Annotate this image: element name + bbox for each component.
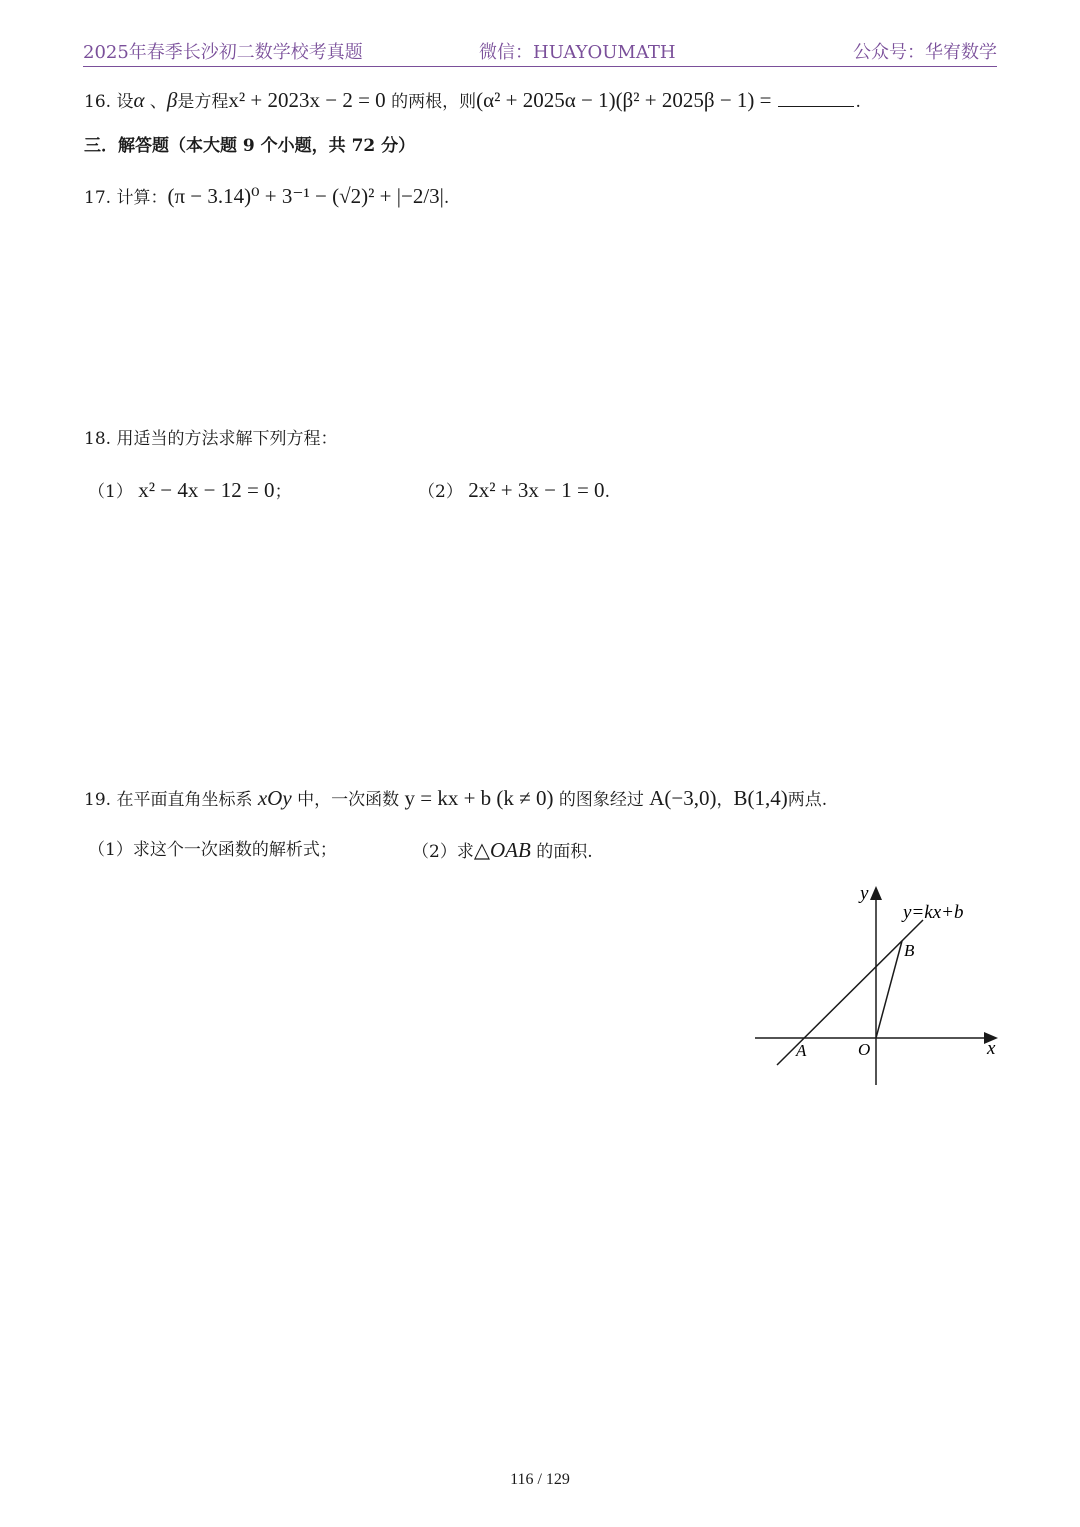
q16-beta: β [166,88,178,112]
section-3-title: 三．解答题（本大题 9 个小题，共 72 分） [84,136,416,156]
q19-p2-text-a: （2）求 [412,842,474,862]
q19-comma: ， [716,790,734,810]
answer-blank [778,106,854,107]
q18-number: 18. [84,429,112,449]
q18-p1-end: ； [274,482,292,502]
q18-p2-end: . [604,482,610,502]
q19-p2-triangle: △OAB [473,838,531,862]
q17-number: 17. [84,188,112,208]
q16-expression: (α² + 2025α − 1)(β² + 2025β − 1) = [476,88,772,112]
q19-point-a: A(−3,0) [649,786,717,810]
q16-sep: 、 [149,92,167,112]
question-17 [84,184,449,210]
y-axis-arrow [870,886,882,900]
y-axis-label: y [860,883,869,904]
q19-number: 19. [84,790,112,810]
q16-text-a: 设 [116,92,134,112]
q19-part-1: （1）求这个一次函数的解析式； [88,840,337,860]
q19-function: y = kx + b (k ≠ 0) [404,786,554,810]
q16-equation: x² + 2023x − 2 = 0 [228,88,386,112]
q18-part-2 [418,478,610,504]
q17-expression: (π − 3.14)⁰ + 3⁻¹ − (√2)² + |−2/3| [167,184,444,208]
question-16 [84,88,861,114]
q19-text-d: 两点. [787,790,828,810]
question-18 [84,427,337,451]
q17-end: . [443,188,450,208]
coordinate-graph [750,880,1010,1090]
origin-label: O [858,1040,871,1059]
q19-part-2 [412,838,593,864]
q17-text: 计算： [116,188,168,208]
page-number: 116 / 129 [510,1471,570,1488]
q16-text-b: 是方程 [177,92,229,112]
q16-text-c: 的两根，则 [391,92,477,112]
q18-p1-equation: x² − 4x − 12 = 0 [138,478,275,502]
page-header [83,36,997,67]
line-label: y=kx+b [903,902,964,923]
q19-text-b: 中，一次函数 [297,790,400,810]
q18-part-1 [88,478,292,504]
q19-system: xOy [257,786,292,810]
question-19 [84,786,827,812]
header-center: 微信：HUAYOUMATH [479,42,676,63]
header-left: 2025年春季长沙初二数学校考真题 [83,42,363,63]
header-right: 公众号：华宥数学 [853,42,997,63]
point-a-label: A [796,1041,807,1060]
x-axis-label: x [987,1038,996,1059]
segment-ob [876,941,902,1038]
q18-p2-label: （2） [418,482,463,502]
q18-p2-equation: 2x² + 3x − 1 = 0 [468,478,605,502]
q19-point-b: B(1,4) [733,786,788,810]
q19-p2-text-b: 的面积. [536,842,593,862]
point-b-label: B [904,941,915,960]
q18-p1-label: （1） [88,482,133,502]
q19-text-a: 在平面直角坐标系 [116,790,253,810]
q16-end: . [855,92,861,112]
q16-alpha: α [133,88,145,112]
q18-text: 用适当的方法求解下列方程： [116,429,338,449]
q16-number: 16. [84,92,112,112]
q19-text-c: 的图象经过 [558,790,644,810]
